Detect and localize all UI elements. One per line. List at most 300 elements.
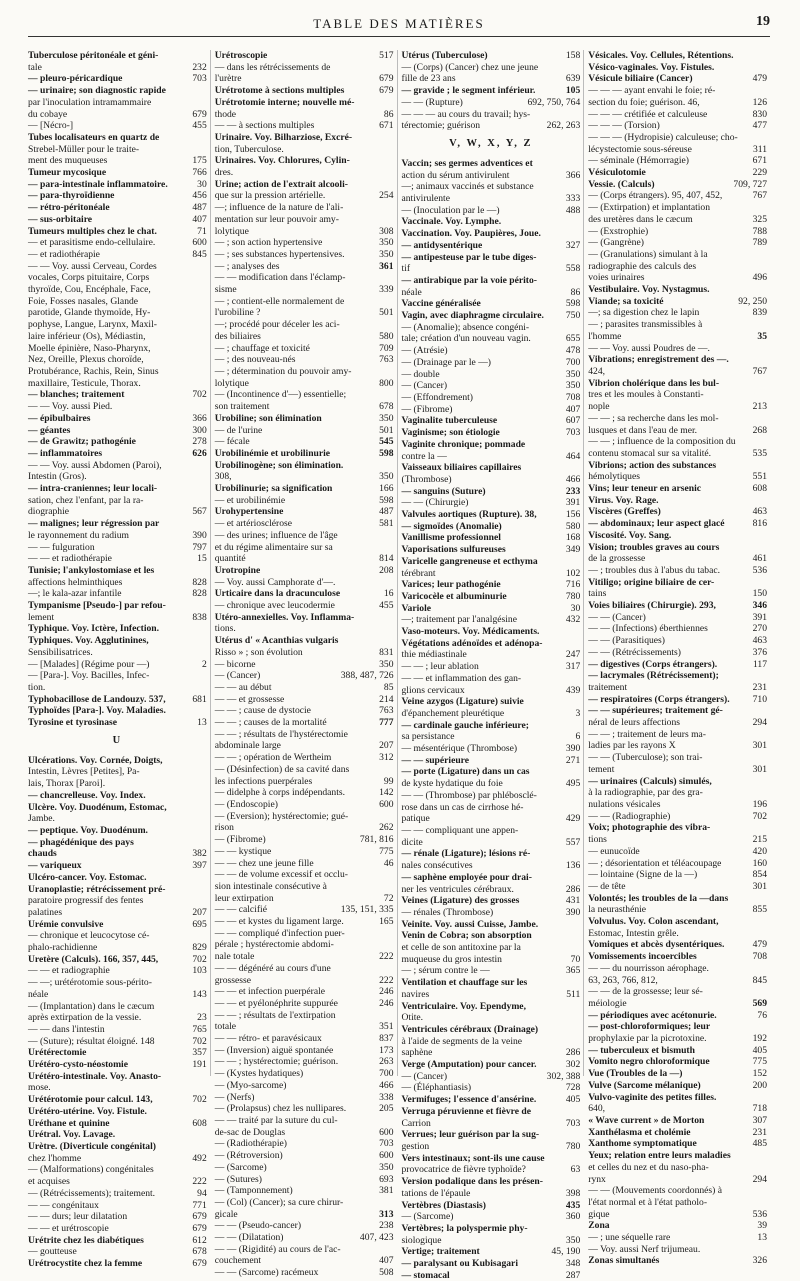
index-entry [215, 518, 394, 530]
entry-term: — (Anomalie); absence congéni- [401, 321, 530, 333]
index-entry [215, 565, 394, 577]
entry-term: tale; création d'un nouveau vagin. [401, 333, 531, 345]
index-entry [215, 109, 394, 121]
entry-term: — para-intestinale inflammatoire. [28, 178, 168, 190]
index-entry [588, 623, 767, 635]
index-entry [588, 881, 767, 893]
entry-term: Otite. [401, 1012, 424, 1024]
index-entry [402, 50, 581, 62]
entry-page-ref: 766 [192, 167, 207, 179]
index-entry [28, 694, 207, 706]
entry-term: Voix; photographie des vibra- [588, 822, 711, 834]
entry-term: — rénales (Thrombose) [401, 906, 494, 918]
index-entry [402, 568, 581, 580]
entry-term: Vertèbres (Diastasis) [401, 1199, 486, 1211]
entry-term: — — à sections multiples [214, 120, 315, 132]
entry-term: — (Cancer) [401, 1070, 448, 1082]
section-heading: U [112, 734, 123, 746]
entry-term: mose. [28, 1082, 51, 1094]
entry-term: Vaisseaux biliaires capillaires [401, 462, 522, 474]
entry-term: — Voy. aussi Nerf trijumeau. [588, 1243, 701, 1255]
entry-page-ref: 838 [192, 611, 207, 623]
entry-page-ref: 777 [379, 717, 394, 729]
index-entry [215, 1033, 394, 1045]
entry-term: — (Cancer) [401, 380, 448, 392]
index-entry [402, 556, 581, 568]
entry-term: rynx [588, 1173, 606, 1185]
index-entry [588, 1127, 767, 1139]
index-entry [402, 427, 581, 439]
entry-term: — respiratoires (Corps étrangers). [588, 693, 730, 705]
entry-page-ref: 639 [565, 73, 581, 85]
index-entry [588, 167, 767, 179]
entry-page-ref: 338 [379, 1091, 394, 1103]
index-entry [28, 1223, 207, 1235]
index-entry [402, 1258, 581, 1270]
index-entry [588, 694, 767, 706]
index-entry [588, 740, 767, 752]
entry-page-ref: 702 [192, 1094, 207, 1106]
entry-page-ref: 350 [379, 658, 394, 670]
index-entry [28, 132, 207, 144]
index-column-2 [214, 50, 398, 1279]
entry-term: Vaso-moteurs. Voy. Médicaments. [401, 626, 540, 638]
entry-page-ref: 501 [379, 424, 394, 436]
index-entry [588, 904, 767, 916]
index-entry [588, 916, 767, 928]
index-entry [215, 366, 394, 378]
index-entry [215, 1267, 394, 1279]
entry-page-ref: 431 [565, 895, 581, 907]
index-entry [215, 237, 394, 249]
index-entry [28, 553, 207, 565]
index-entry [402, 591, 581, 603]
entry-page-ref: 350 [379, 412, 394, 424]
index-entry [215, 425, 394, 437]
entry-term: — (Rétrécissements); traitement. [28, 1187, 156, 1199]
entry-term: — Voy. aussi Camphorate d'—. [214, 576, 336, 588]
entry-page-ref: 287 [565, 1269, 581, 1281]
entry-page-ref: 350 [379, 248, 394, 260]
index-entry [402, 1047, 581, 1059]
index-entry [28, 930, 207, 942]
entry-term: — — ; influence de la composition du [588, 436, 736, 448]
index-entry [28, 237, 207, 249]
index-entry [28, 837, 207, 849]
entry-term: —; animaux vaccinés et substance [401, 181, 534, 193]
entry-term: — double [401, 368, 440, 380]
entry-page-ref: 142 [379, 787, 394, 799]
entry-term: — post-chloroformiques; leur [588, 1021, 711, 1033]
entry-term: thie médiastinale [401, 649, 467, 661]
entry-term: pophyse, Langue, Larynx, Maxil- [28, 319, 157, 331]
entry-page-ref: 710 [752, 693, 767, 705]
index-entry [402, 977, 581, 989]
index-entry [588, 73, 767, 85]
entry-page-ref: 463 [752, 635, 767, 647]
index-entry [402, 392, 581, 404]
entry-term: — (Inversion) aiguë spontanée [214, 1044, 334, 1056]
entry-term: — ; troubles dus à l'abus du tabac. [588, 564, 721, 576]
entry-page-ref: 150 [752, 588, 767, 600]
entry-page-ref: 92, 250 [738, 295, 767, 307]
entry-page-ref: 466 [379, 1079, 394, 1091]
entry-page-ref: 350 [565, 368, 581, 380]
index-entry [402, 1153, 581, 1165]
entry-term: Tubes localisateurs en quartz de [28, 131, 160, 143]
entry-page-ref: 487 [379, 506, 394, 518]
index-entry [28, 436, 207, 448]
entry-term: — — (Radiographie) [588, 810, 671, 822]
entry-page-ref: 485 [752, 1138, 767, 1150]
entry-page-ref: 702 [192, 389, 207, 401]
index-entry [588, 109, 767, 121]
entry-page-ref: 376 [752, 646, 767, 658]
entry-term: l'homme [588, 330, 622, 342]
entry-page-ref: 600 [379, 1126, 394, 1138]
index-entry [402, 766, 581, 778]
entry-term: — (Nerfs) [214, 1091, 255, 1103]
entry-term: — (Incontinence d'—) essentielle; [214, 389, 347, 401]
index-entry [215, 319, 394, 331]
index-entry [588, 588, 767, 600]
index-entry [215, 752, 394, 764]
index-entry [28, 755, 207, 767]
entry-term: — (Extirpation) et implantation [588, 202, 711, 214]
entry-term: et acquises [28, 1176, 70, 1188]
entry-term: contenu stomacal sur sa vitalité. [588, 447, 712, 459]
index-entry [402, 544, 581, 556]
entry-term: Vue (Troubles de la —) [588, 1068, 683, 1080]
entry-term: Ventriculaire. Voy. Ependyme, [401, 1000, 526, 1012]
index-entry [28, 965, 207, 977]
index-entry [28, 802, 207, 814]
entry-term: prophylaxie par la picrotoxine. [588, 1033, 707, 1045]
index-entry [588, 1197, 767, 1209]
index-entry [215, 998, 394, 1010]
entry-term: Verge (Amputation) pour cancer. [401, 1059, 537, 1071]
entry-term: Végétations adénoïdes et adénopa- [401, 637, 543, 649]
index-entry [402, 509, 581, 521]
entry-page-ref: 492 [192, 1152, 207, 1164]
index-entry [28, 85, 207, 97]
entry-page-ref: 76 [757, 1009, 767, 1021]
index-entry [588, 542, 767, 554]
index-entry [28, 506, 207, 518]
entry-page-ref: 536 [752, 1208, 767, 1220]
entry-term: — — (Pseudo-cancer) [214, 1220, 302, 1232]
entry-page-ref: 678 [192, 1246, 207, 1258]
index-entry [402, 802, 581, 814]
entry-page-ref: 16 [383, 588, 394, 600]
index-entry [588, 565, 767, 577]
index-entry [588, 1209, 767, 1221]
index-entry [28, 97, 207, 109]
entry-term: néale [28, 988, 49, 1000]
index-entry [588, 506, 767, 518]
index-entry [28, 1036, 207, 1048]
index-entry [28, 588, 207, 600]
index-entry [215, 822, 394, 834]
entry-page-ref: 828 [192, 588, 207, 600]
entry-term: — (Granulations) simulant à la [588, 248, 708, 260]
index-entry [402, 661, 581, 673]
index-entry [402, 62, 581, 74]
entry-term: palatines [28, 906, 63, 918]
entry-term: Vésicales. Voy. Cellules, Rétentions. [588, 50, 734, 61]
entry-term: l'urobiline ? [214, 307, 261, 319]
entry-page-ref: 517 [379, 50, 394, 61]
index-entry [402, 696, 581, 708]
entry-term: Xanthome symptomatique [588, 1138, 697, 1150]
entry-term: Vibrations; enregistrement des —. [588, 354, 729, 366]
entry-term: sisme [214, 284, 237, 296]
entry-term: — (Sarcome) [401, 1211, 454, 1223]
entry-page-ref: 333 [565, 193, 581, 205]
entry-page-ref: 600 [379, 1150, 394, 1162]
index-entry [402, 790, 581, 802]
entry-page-ref: 205 [379, 1103, 394, 1115]
entry-page-ref: 357 [192, 1047, 207, 1059]
entry-term: Vagin, avec diaphragme circulaire. [401, 310, 544, 322]
index-entry [402, 825, 581, 837]
index-entry [402, 369, 581, 381]
entry-term: — de tête [588, 880, 626, 892]
entry-page-ref: 349 [565, 544, 581, 556]
entry-page-ref: 679 [192, 1258, 207, 1270]
entry-term: Typhoïdes [Para-]. Voy. Maladies. [28, 705, 166, 717]
page-number: 19 [756, 14, 770, 29]
entry-term: — (Effondrement) [401, 391, 473, 403]
index-entry [588, 787, 767, 799]
index-entry [28, 272, 207, 284]
entry-term: — ; sérum contre le — [401, 965, 490, 977]
index-entry [402, 170, 581, 182]
entry-term: Vaginite chronique; pommade [401, 438, 526, 450]
entry-page-ref: 102 [565, 567, 581, 579]
entry-term: Sensibilisatrices. [28, 646, 93, 658]
entry-term: — — au début [214, 681, 272, 693]
index-entry [215, 448, 394, 460]
entry-term: — malignes; leur régression par [28, 518, 160, 530]
entry-term: — porte (Ligature) dans un cas [401, 766, 530, 778]
entry-page-ref: 351 [379, 1021, 394, 1033]
entry-term: Typhiques. Voy. Agglutinines, [28, 635, 149, 647]
entry-page-ref: 598 [379, 494, 394, 506]
index-entry [402, 884, 581, 896]
entry-term: — eunucoïde [588, 845, 640, 857]
index-entry [28, 848, 207, 860]
entry-page-ref: 247 [565, 649, 581, 661]
entry-term: Carrion [401, 1117, 431, 1129]
index-entry [215, 986, 394, 998]
index-entry [215, 776, 394, 788]
index-entry [588, 717, 767, 729]
entry-term: — — et inflammation des gan- [401, 672, 522, 684]
entry-term: Virus. Voy. Rage. [588, 494, 659, 506]
index-entry [588, 553, 767, 565]
entry-term: tion. [28, 681, 46, 693]
index-entry [588, 822, 767, 834]
entry-page-ref: 678 [379, 401, 394, 413]
index-entry [28, 1012, 207, 1024]
entry-page-ref: 765 [192, 1023, 207, 1035]
index-entry [215, 1209, 394, 1221]
index-entry [588, 951, 767, 963]
index-entry [402, 158, 581, 170]
index-entry [28, 296, 207, 308]
index-entry [402, 778, 581, 790]
entry-page-ref: 173 [379, 1044, 394, 1056]
index-entry [215, 1056, 394, 1068]
entry-page-ref: 709 [379, 342, 394, 354]
index-entry [402, 614, 581, 626]
index-entry [588, 261, 767, 273]
entry-term: — — Voy. aussi Abdomen (Paroi), [28, 459, 162, 471]
index-entry [28, 1235, 207, 1247]
entry-term: et celles du nez et du naso-pha- [588, 1161, 709, 1173]
entry-term: — (Malformations) congénitales [28, 1164, 154, 1176]
index-entry [588, 378, 767, 390]
entry-term: Urotropine [214, 564, 261, 576]
index-entry [215, 167, 394, 179]
entry-term: —; procédé pour déceler les aci- [214, 319, 340, 331]
entry-term: Viande; sa toxicité [588, 295, 664, 307]
entry-term: Strebel-Müller pour le traite- [28, 143, 140, 155]
index-entry [588, 975, 767, 987]
entry-page-ref: 268 [752, 424, 767, 436]
entry-term: — chancrelleuse. Voy. Index. [28, 789, 146, 801]
entry-page-ref: 35 [757, 330, 767, 342]
entry-page-ref: 767 [752, 190, 767, 202]
entry-page-ref: 391 [565, 497, 581, 509]
entry-term: — — — ayant envahi le foie; ré- [588, 85, 716, 97]
index-entry [215, 1010, 394, 1022]
entry-term: —; traitement par l'analgésine [401, 614, 517, 626]
index-entry [215, 307, 394, 319]
entry-term: — phagédénique des pays [28, 836, 134, 848]
index-entry [402, 907, 581, 919]
entry-term: grossesse [214, 974, 251, 986]
entry-page-ref: 192 [752, 1033, 767, 1045]
entry-term: Vermifuges; l'essence d'ansérine. [401, 1094, 537, 1106]
index-entry [402, 1141, 581, 1153]
entry-page-ref: 165 [379, 916, 394, 928]
entry-term: parotide, Glande thymoïde, Hy- [28, 307, 151, 319]
entry-page-ref: 286 [565, 883, 581, 895]
entry-term: à la radiographie, par des gra- [588, 787, 703, 799]
entry-term: — — congénitaux [28, 1199, 99, 1211]
index-entry [28, 542, 207, 554]
entry-page-ref: 709, 727 [733, 178, 767, 190]
index-entry [215, 834, 394, 846]
entry-page-ref: 432 [565, 614, 581, 626]
entry-page-ref: 679 [192, 1211, 207, 1223]
entry-term: — — chez une jeune fille [214, 857, 314, 869]
entry-term: Moelle épinière, Naso-Pharynx, [28, 342, 151, 354]
entry-term: thode [214, 108, 237, 120]
index-entry [28, 120, 207, 132]
entry-page-ref: 126 [752, 96, 767, 108]
entry-term: Tumeurs multiples chez le chat. [28, 225, 157, 237]
entry-term: — rétro-péritonéale [28, 202, 110, 214]
index-entry [215, 623, 394, 635]
entry-term: — et urobilinémie [214, 494, 286, 506]
entry-term: — ; une séquelle rare [588, 1232, 671, 1244]
index-entry [215, 717, 394, 729]
entry-term: — —; urétérotomie sous-périto- [28, 977, 152, 989]
entry-term: — [Malades] (Régime pour —) [28, 658, 150, 670]
entry-term: — périodiques avec acétonurie. [588, 1009, 717, 1021]
entry-term: — — rétro- et paravésicaux [214, 1033, 322, 1045]
index-entry [215, 389, 394, 401]
entry-term: — ; chauffage et toxicité [214, 342, 310, 354]
entry-term: — (Sutures) [214, 1173, 262, 1185]
index-entry [402, 638, 581, 650]
entry-term: — (Atrésie) [401, 345, 448, 357]
entry-term: Typhobacillose de Landouzy. 537, [28, 693, 166, 705]
index-entry [588, 1255, 767, 1267]
entry-page-ref: 407, 423 [359, 1232, 394, 1244]
entry-page-ref: 262, 263 [546, 120, 581, 132]
entry-page-ref: 612 [192, 1234, 207, 1246]
index-entry [215, 144, 394, 156]
index-entry [402, 1223, 581, 1235]
entry-term: — sus-orbitaire [28, 213, 93, 225]
entry-term: —; influence de la nature de l'ali- [214, 202, 344, 214]
entry-term: Vomissements incoercibles [588, 951, 697, 963]
entry-term: Urétrotomie interne; nouvelle mé- [214, 96, 355, 108]
index-entry [215, 190, 394, 202]
entry-page-ref: 567 [192, 506, 207, 518]
index-entry [588, 343, 767, 355]
index-entry [588, 366, 767, 378]
entry-term: Vésico-vaginales. Voy. Fistules. [588, 61, 715, 73]
index-entry [402, 1235, 581, 1247]
entry-term: Zona [588, 1220, 610, 1232]
index-entry [402, 310, 581, 322]
index-entry [28, 261, 207, 273]
index-entry [215, 659, 394, 671]
entry-term: Urobilinogène; son élimination. [214, 459, 344, 471]
entry-page-ref: 160 [752, 857, 767, 869]
entry-page-ref: 350 [379, 237, 394, 249]
index-entry [215, 975, 394, 987]
entry-term: laire inférieur (Os), Médiastin, [28, 330, 146, 342]
entry-term: voies urinaires [588, 272, 645, 284]
index-entry [588, 1021, 767, 1033]
index-entry [215, 846, 394, 858]
entry-term: — (Désinfection) de sa cavité dans [214, 763, 350, 775]
entry-page-ref: 222 [379, 974, 394, 986]
entry-page-ref: 797 [192, 541, 207, 553]
entry-term: Venin de Cobra; son absorption [401, 930, 532, 942]
index-entry [28, 1129, 207, 1141]
entry-page-ref: 439 [565, 684, 581, 696]
index-entry [215, 705, 394, 717]
entry-term: térébrant [401, 567, 436, 579]
index-entry [28, 378, 207, 390]
entry-term: — — et infection puerpérale [214, 986, 326, 998]
entry-page-ref: 301 [752, 763, 767, 775]
entry-term: Verrues; leur guérison par la sug- [401, 1129, 540, 1141]
index-entry [402, 954, 581, 966]
entry-term: des biliaires [214, 330, 261, 342]
entry-term: radiographie des calculs des [588, 260, 697, 272]
entry-page-ref: 135, 151, 335 [340, 904, 394, 916]
entry-term: — — (Infections) éberthiennes [588, 623, 708, 635]
entry-term: Varicelle gangreneuse et ecthyma [401, 555, 538, 567]
